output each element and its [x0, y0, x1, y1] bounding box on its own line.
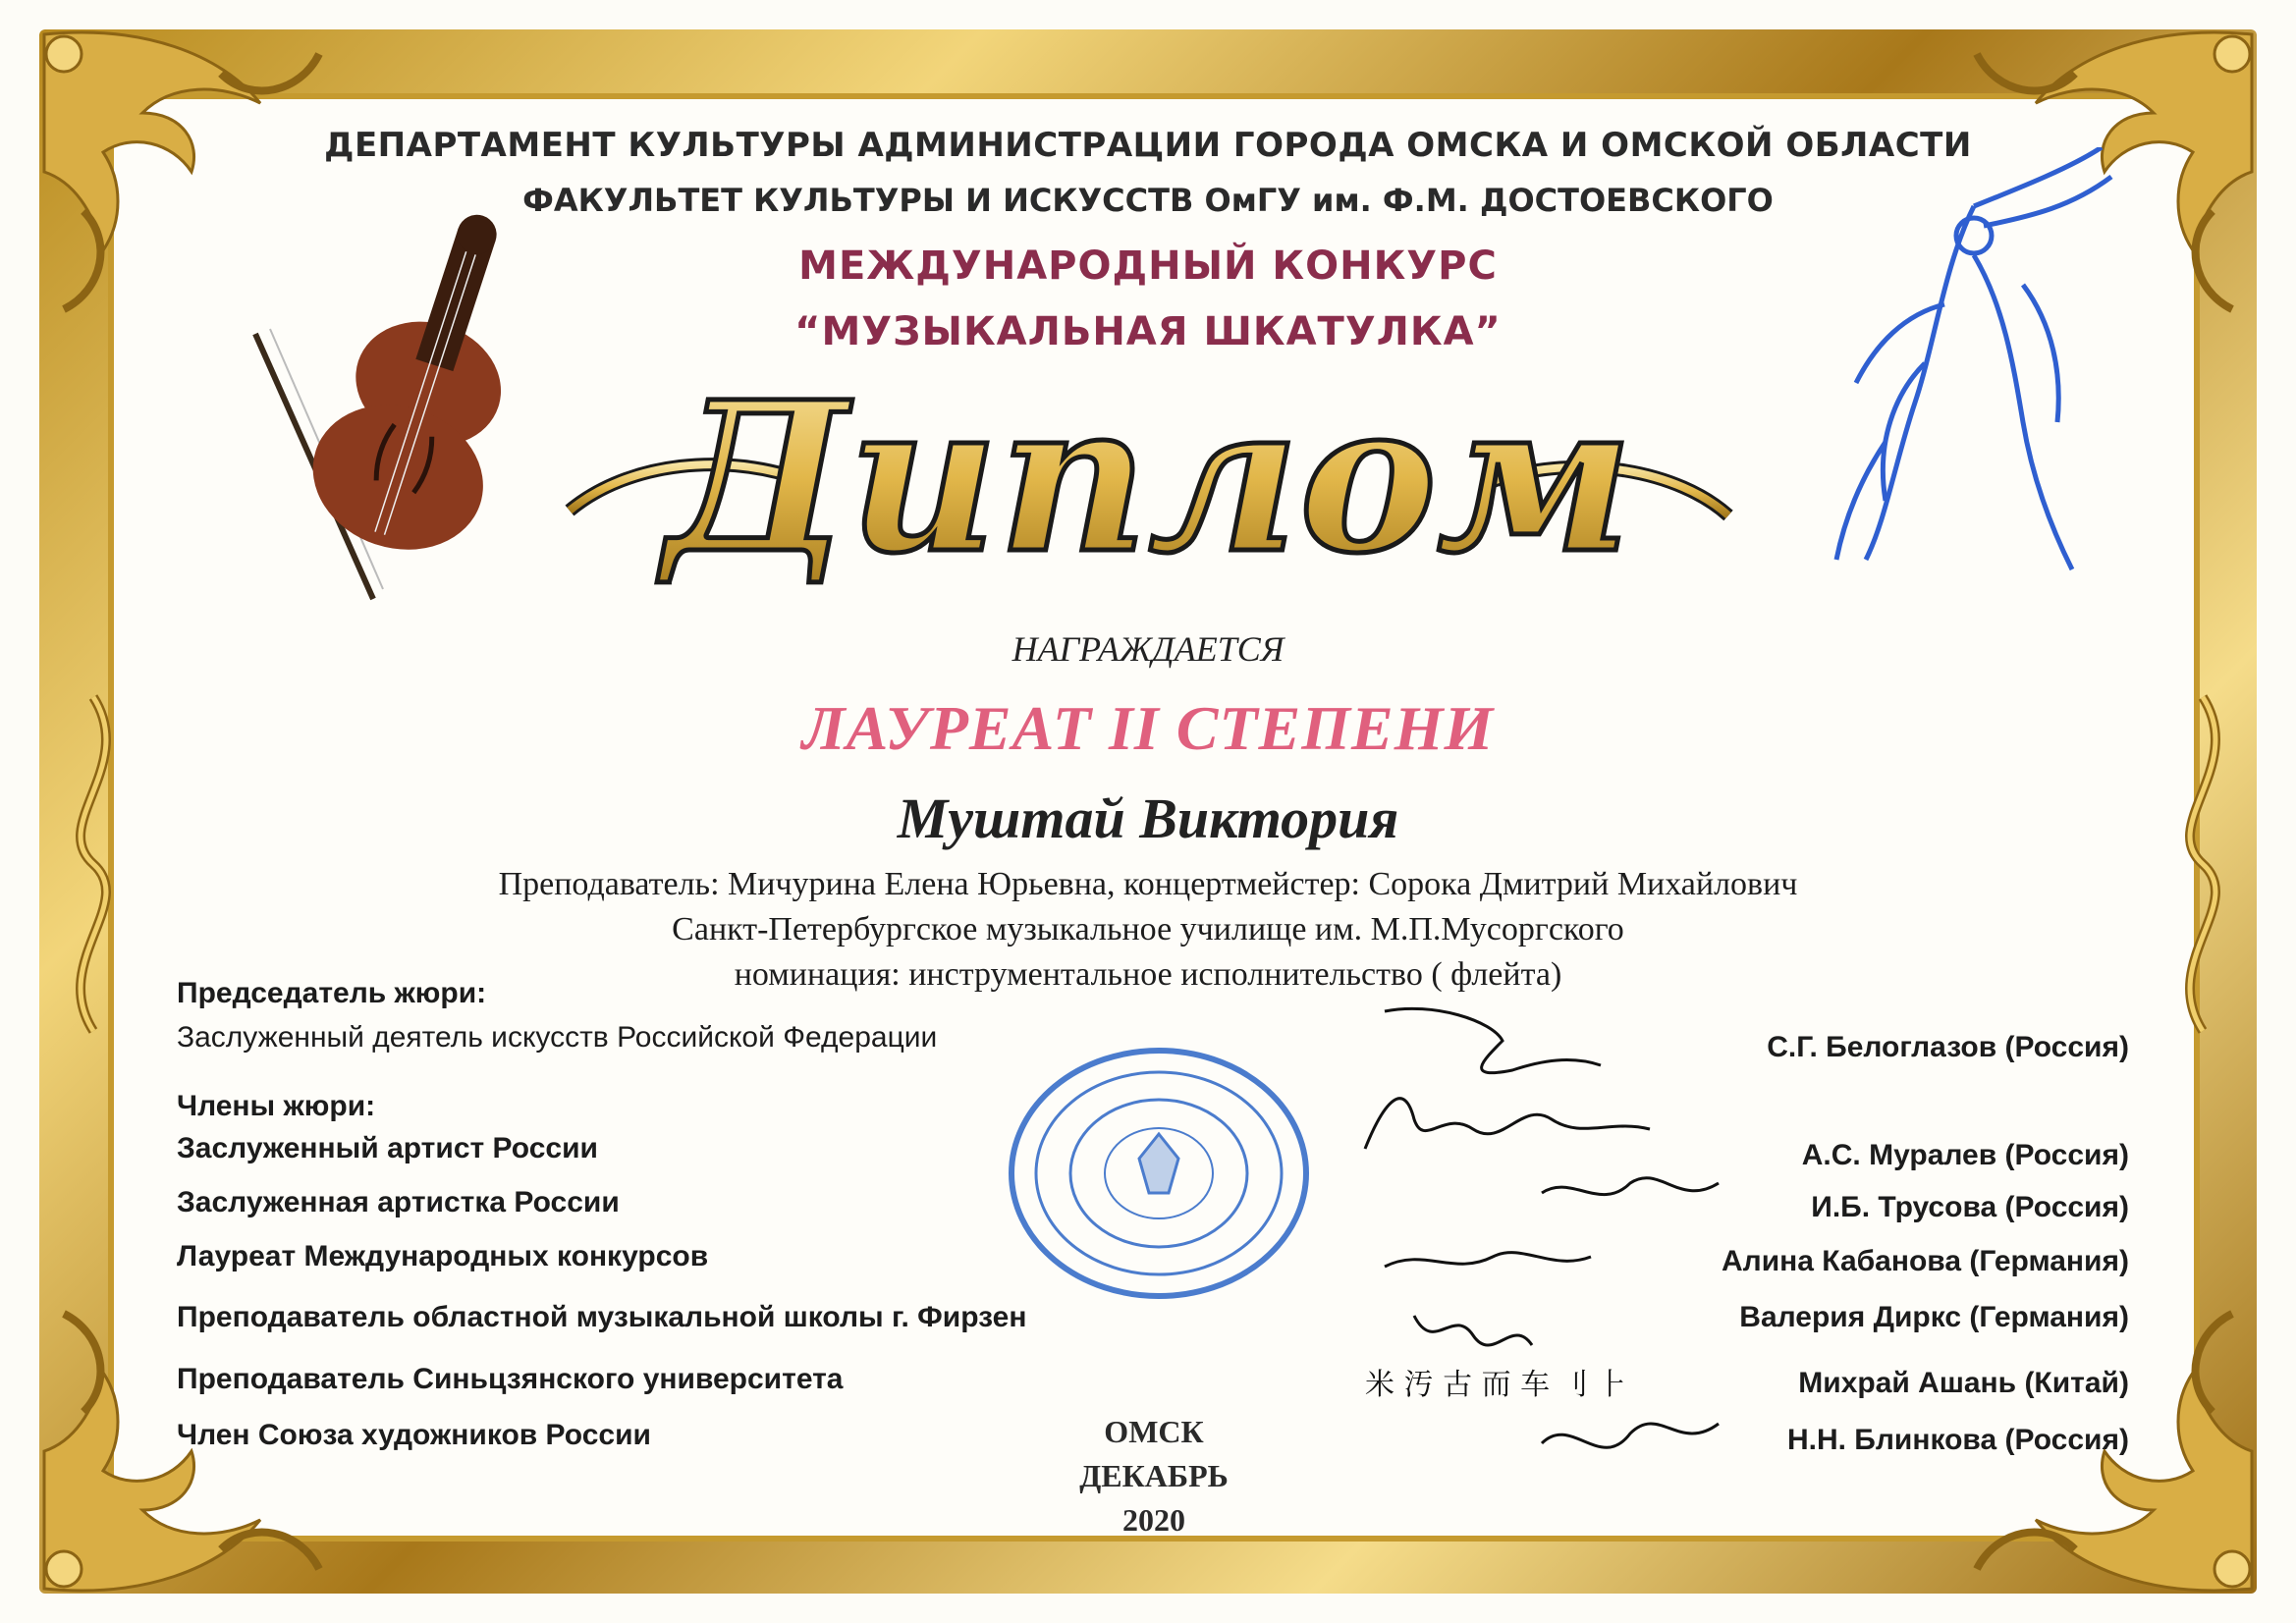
diploma-title-text: Диплом	[665, 356, 1633, 599]
jury-member-title: Член Союза художников России	[177, 1419, 651, 1451]
month-label: ДЕКАБРЬ	[1079, 1458, 1229, 1493]
nomination-line: номинация: инструментальное исполнительство ( флейта)	[734, 956, 1562, 993]
laureate-degree: ЛАУРЕАТ II СТЕПЕНИ	[801, 693, 1495, 763]
official-stamp	[1002, 1041, 1316, 1306]
jury-chair-title: Заслуженный деятель искусств Российской Федерации	[177, 1021, 938, 1054]
school-line: Санкт-Петербургское музыкальное училище им. М.П.Мусоргского	[672, 911, 1624, 947]
faculty-heading: ФАКУЛЬТЕТ КУЛЬТУРЫ И ИСКУССТВ ОмГУ им. Ф.М. ДОСТОЕВСКОГО	[522, 182, 1774, 219]
svg-text:米 汚 古 而 车 刂 ⺊: 米 汚 古 而 车 刂 ⺊	[1365, 1368, 1628, 1402]
jury-member-name: И.Б. Трусова (Россия)	[1811, 1191, 2129, 1223]
contest-name: “МУЗЫКАЛЬНАЯ ШКАТУЛКА”	[794, 309, 1502, 354]
awarded-label: НАГРАЖДАЕТСЯ	[1011, 629, 1285, 669]
jury-member-title: Заслуженная артистка России	[177, 1186, 620, 1218]
jury-chair-name: С.Г. Белоглазов (Россия)	[1767, 1031, 2129, 1063]
department-heading: ДЕПАРТАМЕНТ КУЛЬТУРЫ АДМИНИСТРАЦИИ ГОРОДА ОМСКА И ОМСКОЙ ОБЛАСТИ	[324, 126, 1972, 165]
jury-member-title: Лауреат Международных конкурсов	[177, 1240, 709, 1272]
jury-signatures	[1345, 982, 1758, 1473]
city-label: ОМСК	[1104, 1414, 1204, 1449]
jury-member-title: Преподаватель областной музыкальной школы г. Фирзен	[177, 1301, 1027, 1333]
jury-member-name: Валерия Диркс (Германия)	[1739, 1301, 2129, 1333]
violin-illustration	[226, 187, 540, 619]
contest-heading: МЕЖДУНАРОДНЫЙ КОНКУРС	[798, 243, 1498, 289]
angel-illustration	[1827, 147, 2121, 579]
teacher-line: Преподаватель: Мичурина Елена Юрьевна, концертмейстер: Сорока Дмитрий Михайлович	[498, 866, 1798, 902]
jury-member-title: Заслуженный артист России	[177, 1132, 598, 1164]
jury-member-name: Алина Кабанова (Германия)	[1721, 1245, 2129, 1277]
winner-name: Муштай Виктория	[897, 786, 1399, 850]
jury-member-name: А.С. Муралев (Россия)	[1801, 1139, 2129, 1171]
jury-members-heading: Члены жюри:	[177, 1090, 376, 1122]
jury-member-title: Преподаватель Синьцзянского университета	[177, 1363, 844, 1395]
jury-member-name: Михрай Ашань (Китай)	[1798, 1367, 2129, 1399]
jury-chair-heading: Председатель жюри:	[177, 977, 487, 1009]
year-label: 2020	[1122, 1502, 1185, 1538]
diploma-title	[550, 344, 1748, 599]
jury-member-name: Н.Н. Блинкова (Россия)	[1786, 1424, 2129, 1456]
